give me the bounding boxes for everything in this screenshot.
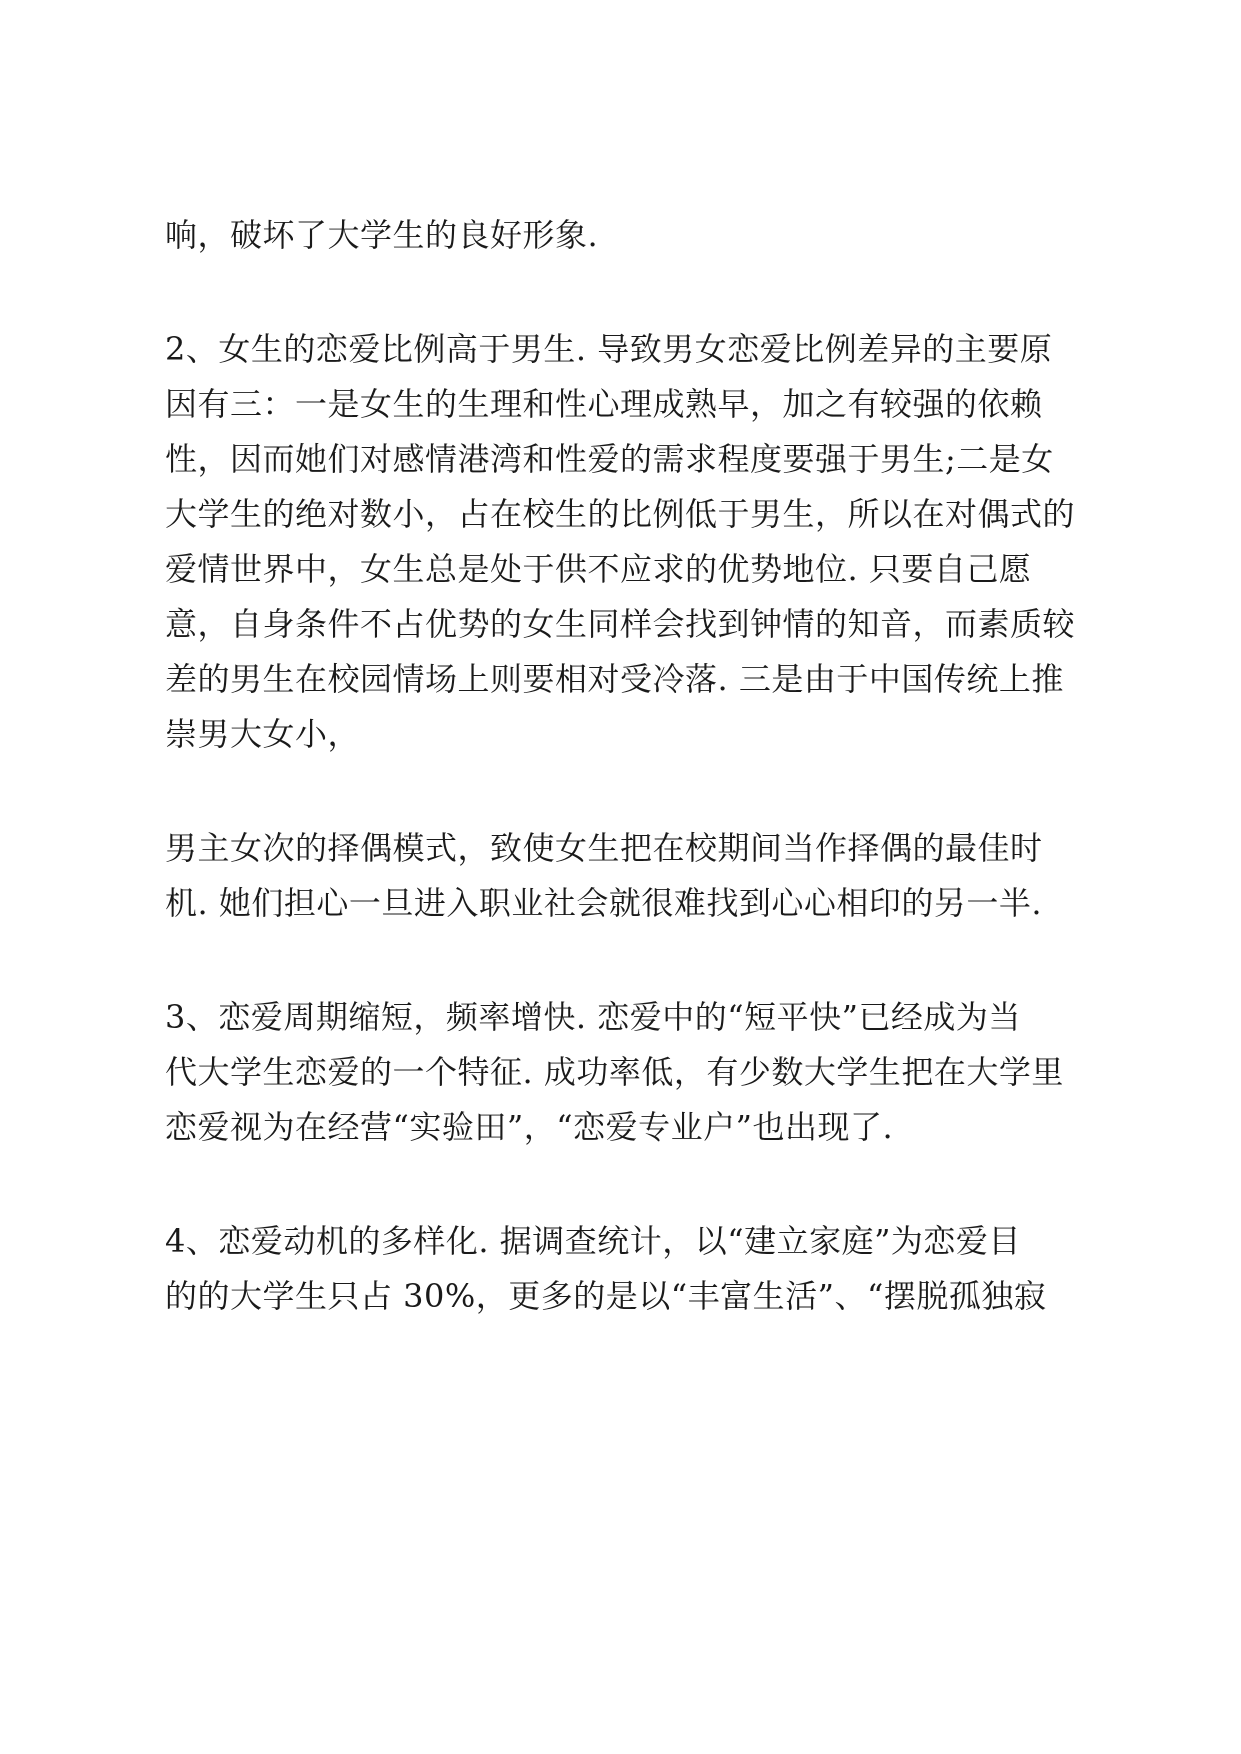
text-line: 意，自身条件不占优势的女生同样会找到钟情的知音，而素质较 (165, 605, 1076, 643)
text-line: 恋爱视为在经营“实验田”，“恋爱专业户”也出现了. (165, 1108, 894, 1146)
text-line: 因有三：一是女生的生理和性心理成熟早，加之有较强的依赖 (165, 385, 1043, 423)
text-line: 代大学生恋爱的一个特征. 成功率低，有少数大学生把在大学里 (165, 1053, 1064, 1091)
text-line: 3、恋爱周期缩短，频率增快. 恋爱中的“短平快”已经成为当 (165, 998, 1021, 1036)
text-line: 男主女次的择偶模式，致使女生把在校期间当作择偶的最佳时 (165, 829, 1043, 867)
text-line: 差的男生在校园情场上则要相对受冷落. 三是由于中国传统上推 (165, 660, 1064, 698)
text-line: 响，破坏了大学生的良好形象. (165, 216, 599, 254)
text-line: 性，因而她们对感情港湾和性爱的需求程度要强于男生;二是女 (165, 440, 1054, 478)
text-line: 的的大学生只占 30%，更多的是以“丰富生活”、“摆脱孤独寂 (165, 1277, 1047, 1315)
text-line: 崇男大女小， (165, 715, 361, 753)
text-line: 4、恋爱动机的多样化. 据调查统计，以“建立家庭”为恋爱目 (165, 1222, 1021, 1260)
text-line: 大学生的绝对数小，占在校生的比例低于男生，所以在对偶式的 (165, 495, 1076, 533)
text-line: 机. 她们担心一旦进入职业社会就很难找到心心相印的另一半. (165, 884, 1043, 922)
text-line: 爱情世界中，女生总是处于供不应求的优势地位. 只要自己愿 (165, 550, 1032, 588)
text-line: 2、女生的恋爱比例高于男生. 导致男女恋爱比例差异的主要原 (165, 330, 1053, 368)
